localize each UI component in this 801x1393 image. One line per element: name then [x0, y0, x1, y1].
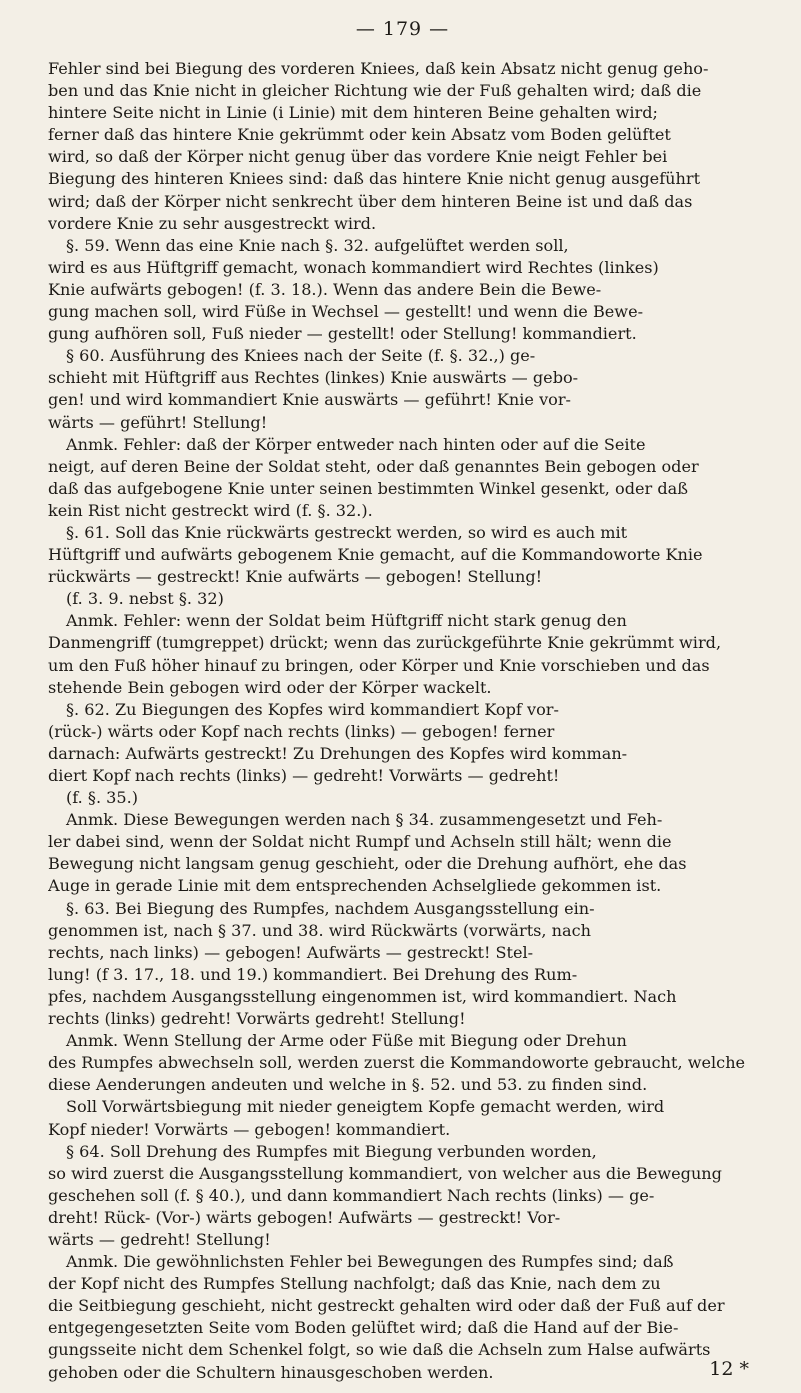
text-line: genommen ist, nach § 37. und 38. wird Rückwärts (vorwärts, nach [48, 920, 591, 940]
text-line: die Seitbiegung geschieht, nicht gestreckt gehalten wird oder daß der Fuß auf der [48, 1296, 725, 1316]
signature-mark: 12 * [709, 1358, 749, 1380]
page-header [48, 14, 757, 54]
text-line: gungsseite nicht dem Schenkel folgt, so wie daß die Achseln zum Halse aufwärts [48, 1340, 711, 1360]
text-line: rückwärts — gestreckt! Knie aufwärts — gebogen! Stellung! [48, 567, 543, 587]
text-line: kein Rist nicht gestreckt wird (f. §. 32.). [48, 500, 373, 520]
page-number-header: — 179 — [355, 18, 450, 40]
text-line: §. 62. Zu Biegungen des Kopfes wird kommandiert Kopf vor- [66, 699, 559, 719]
text-line: vordere Knie zu sehr ausgestreckt wird. [48, 213, 377, 233]
text-line: wird; daß der Körper nicht senkrecht über dem hinteren Beine ist und daß das [48, 191, 693, 211]
text-line: Soll Vorwärtsbiegung mit nieder geneigtem Kopfe gemacht werden, wird [66, 1097, 665, 1117]
text-line: Knie aufwärts gebogen! (f. 3. 18.). Wenn das andere Bein die Bewe- [48, 279, 602, 299]
text-line: dreht! Rück- (Vor-) wärts gebogen! Aufwärts — gestreckt! Vor- [48, 1207, 561, 1227]
text-line: Biegung des hinteren Kniees sind: daß das hintere Knie nicht genug ausgeführt [48, 169, 701, 189]
text-line: Anmk. Diese Bewegungen werden nach § 34. zusammengesetzt und Feh- [66, 810, 663, 830]
text-line: §. 61. Soll das Knie rückwärts gestreckt werden, so wird es auch mit [66, 522, 628, 542]
text-line: stehende Bein gebogen wird oder der Körper wackelt. [48, 677, 492, 697]
text-line: gung machen soll, wird Füße in Wechsel — gestellt! und wenn die Bewe- [48, 302, 644, 322]
text-line: Anmk. Fehler: daß der Körper entweder nach hinten oder auf die Seite [66, 434, 646, 454]
text-line: (f. 3. 9. nebst §. 32) [66, 589, 224, 609]
text-line: um den Fuß höher hinauf zu bringen, oder Körper und Knie vorschieben und das [48, 655, 710, 675]
text-line: Danmengriff (tumgreppet) drückt; wenn das zurückgeführte Knie gekrümmt wird, [48, 633, 722, 653]
text-line: gen! und wird kommandiert Knie auswärts — geführt! Knie vor- [48, 390, 571, 410]
text-line: Hüftgriff und aufwärts gebogenem Knie gemacht, auf die Kommandoworte Knie [48, 545, 703, 565]
text-line: ler dabei sind, wenn der Soldat nicht Rumpf und Achseln still hält; wenn die [48, 832, 672, 852]
text-line: darnach: Aufwärts gestreckt! Zu Drehungen des Kopfes wird komman- [48, 743, 628, 763]
body-text [48, 58, 757, 1384]
text-line: Anmk. Wenn Stellung der Arme oder Füße mit Biegung oder Drehun [66, 1031, 627, 1051]
text-line: lung! (f 3. 17., 18. und 19.) kommandiert. Bei Drehung des Rum- [48, 964, 578, 984]
text-line: Kopf nieder! Vorwärts — gebogen! kommandiert. [48, 1119, 451, 1139]
text-line: ferner daß das hintere Knie gekrümmt oder kein Absatz vom Boden gelüftet [48, 125, 671, 145]
text-line: diert Kopf nach rechts (links) — gedreht! Vorwärts — gedreht! [48, 766, 560, 785]
text-line: hintere Seite nicht in Linie (i Linie) mit dem hinteren Beine gehalten wird; [48, 103, 658, 123]
text-line: geschehen soll (f. § 40.), und dann kommandiert Nach rechts (links) — ge- [48, 1185, 655, 1205]
text-line: Anmk. Die gewöhnlichsten Fehler bei Bewegungen des Rumpfes sind; daß [66, 1252, 674, 1272]
text-line: Fehler sind bei Biegung des vorderen Kniees, daß kein Absatz nicht genug geho- [48, 59, 709, 78]
text-line: entgegengesetzten Seite vom Boden gelüftet wird; daß die Hand auf der Bie- [48, 1318, 679, 1338]
text-line: pfes, nachdem Ausgangsstellung eingenommen ist, wird kommandiert. Nach [48, 986, 677, 1006]
text-line: der Kopf nicht des Rumpfes Stellung nachfolgt; daß das Knie, nach dem zu [48, 1274, 661, 1294]
text-line: des Rumpfes abwechseln soll, werden zuerst die Kommandoworte gebraucht, welche [48, 1053, 746, 1073]
text-line: neigt, auf deren Beine der Soldat steht, oder daß genanntes Bein gebogen oder [48, 456, 699, 476]
text-line: ben und das Knie nicht in gleicher Richtung wie der Fuß gehalten wird; daß die [48, 81, 702, 101]
text-line: wärts — geführt! Stellung! [48, 412, 268, 432]
text-line: wärts — gedreht! Stellung! [48, 1229, 271, 1249]
text-line: diese Aenderungen andeuten und welche in §. 52. und 53. zu finden sind. [48, 1075, 648, 1095]
text-line: (f. §. 35.) [66, 788, 139, 808]
text-line: schieht mit Hüftgriff aus Rechtes (linkes) Knie auswärts — gebo- [48, 368, 579, 388]
text-line: §. 63. Bei Biegung des Rumpfes, nachdem Ausgangsstellung ein- [66, 898, 595, 918]
text-line: Bewegung nicht langsam genug geschieht, oder die Drehung aufhört, ehe das [48, 854, 687, 874]
text-line: Auge in gerade Linie mit dem entsprechenden Achselgliede gekommen ist. [48, 876, 662, 896]
text-line: § 60. Ausführung des Kniees nach der Seite (f. §. 32.,) ge- [66, 346, 536, 366]
text-line: §. 59. Wenn das eine Knie nach §. 32. aufgelüftet werden soll, [66, 235, 569, 255]
text-line: gehoben oder die Schultern hinausgeschoben werden. [48, 1362, 494, 1382]
text-line: (rück-) wärts oder Kopf nach rechts (links) — gebogen! ferner [48, 721, 555, 741]
text-line: Anmk. Fehler: wenn der Soldat beim Hüftgriff nicht stark genug den [66, 611, 627, 631]
text-line: daß das aufgebogene Knie unter seinen bestimmten Winkel gesenkt, oder daß [48, 478, 689, 498]
text-line: so wird zuerst die Ausgangsstellung kommandiert, von welcher aus die Bewegung [48, 1163, 722, 1183]
text-line: § 64. Soll Drehung des Rumpfes mit Biegung verbunden worden, [66, 1141, 597, 1161]
text-line: wird es aus Hüftgriff gemacht, wonach kommandiert wird Rechtes (linkes) [48, 257, 659, 277]
text-line: rechts (links) gedreht! Vorwärts gedreht! Stellung! [48, 1009, 466, 1029]
text-line: rechts, nach links) — gebogen! Aufwärts — gestreckt! Stel- [48, 942, 534, 962]
text-line: gung aufhören soll, Fuß nieder — gestellt! oder Stellung! kommandiert. [48, 324, 637, 344]
text-line: wird, so daß der Körper nicht genug über das vordere Knie neigt Fehler bei [48, 147, 668, 167]
